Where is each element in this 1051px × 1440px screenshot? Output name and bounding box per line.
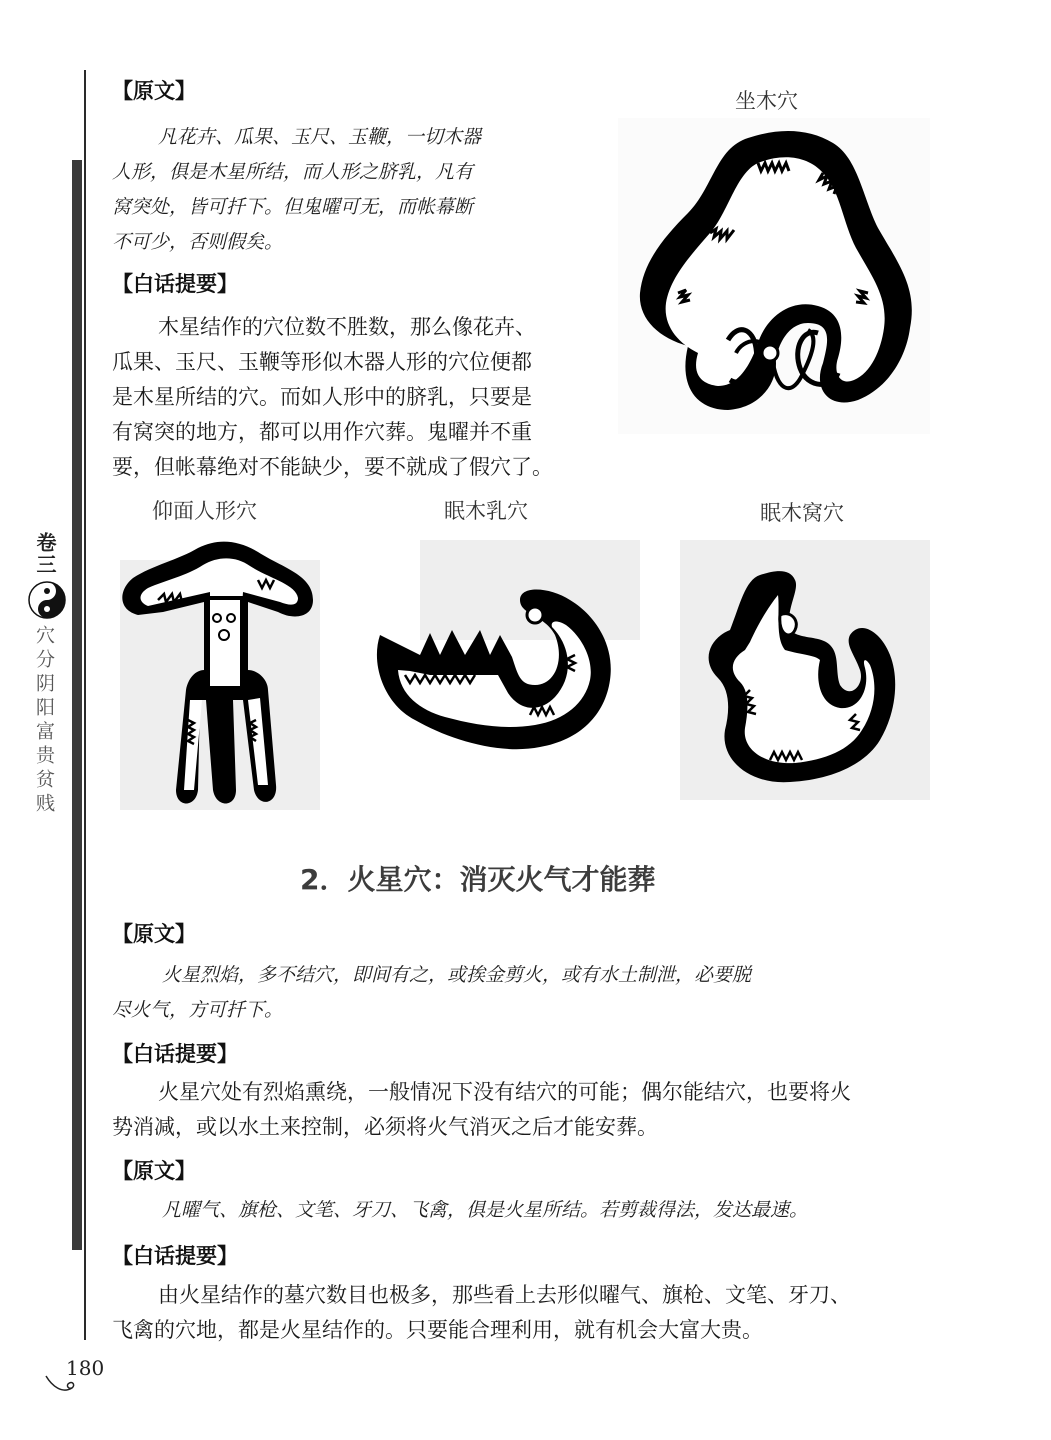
figure-mianmu-wo [690, 560, 915, 790]
figure-caption-zuomu: 坐木穴 [735, 89, 798, 113]
original-line: 凡花卉、瓜果、玉尺、玉鞭，一切木器 [158, 126, 482, 148]
summary-line: 是木星所结的穴。而如人形中的脐乳，只要是 [112, 385, 532, 409]
page-number: 180 [66, 1356, 105, 1380]
summary-line: 势消减，或以水土来控制，必须将火气消灭之后才能安葬。 [112, 1115, 658, 1139]
original-text-block [112, 120, 592, 260]
original-header: 【原文】 [112, 79, 196, 103]
original-line: 不可少，否则假矣。 [112, 231, 284, 253]
original-line: 火星烈焰，多不结穴，即间有之，或挨金剪火，或有水土制泄，必要脱 [162, 964, 752, 986]
summary-line: 要，但帐幕绝对不能缺少，要不就成了假穴了。 [112, 455, 553, 479]
summary-line: 木星结作的穴位数不胜数，那么像花卉、 [158, 315, 536, 339]
original-text-block-2 [112, 958, 932, 1028]
figure-mianmu-ru [370, 575, 620, 775]
yin-yang-icon [27, 580, 67, 620]
modern-summary-header-3: 【白话提要】 [112, 1244, 238, 1268]
summary-line: 瓜果、玉尺、玉鞭等形似木器人形的穴位便都 [112, 350, 532, 374]
modern-summary-header-2: 【白话提要】 [112, 1042, 238, 1066]
figure-zuomu [618, 118, 930, 434]
summary-line: 火星穴处有烈焰熏绕，一般情况下没有结穴的可能；偶尔能结穴，也要将火 [158, 1080, 851, 1104]
figure-caption-mianmu-ru: 眠木乳穴 [444, 499, 528, 523]
modern-summary-block-3 [112, 1278, 932, 1348]
original-line: 窝突处，皆可扦下。但鬼曜可无，而帐幕断 [112, 196, 474, 218]
volume-label: 卷三 [33, 532, 57, 576]
margin-bar [72, 160, 82, 1250]
modern-summary-block-2 [112, 1075, 932, 1145]
chapter-title-vertical: 穴分阴阳富贵贫贱 [33, 625, 55, 817]
original-line: 凡曜气、旗枪、文笔、牙刀、飞禽，俱是火星所结。若剪裁得法，发达最速。 [162, 1199, 809, 1221]
summary-line: 由火星结作的墓穴数目也极多，那些看上去形似曜气、旗枪、文笔、牙刀、 [158, 1283, 851, 1307]
original-header-2: 【原文】 [112, 922, 196, 946]
summary-line: 有窝突的地方，都可以用作穴葬。鬼曜并不重 [112, 420, 532, 444]
figure-caption-mianmu-wo: 眠木窝穴 [760, 501, 844, 525]
modern-summary-header: 【白话提要】 [112, 272, 238, 296]
original-header-3: 【原文】 [112, 1159, 196, 1183]
original-text-block-3 [112, 1193, 932, 1228]
figure-caption-yangmian: 仰面人形穴 [152, 499, 257, 523]
figure-yangmian [118, 540, 318, 810]
modern-summary-block [112, 310, 592, 485]
margin-rule [84, 70, 86, 1340]
page-flourish-icon [42, 1372, 82, 1400]
section-title-fire-star: 2．火星穴：消灭火气才能葬 [300, 863, 656, 896]
summary-line: 飞禽的穴地，都是火星结作的。只要能合理利用，就有机会大富大贵。 [112, 1318, 763, 1342]
original-line: 人形，俱是木星所结，而人形之脐乳，凡有 [112, 161, 474, 183]
original-line: 尽火气，方可扦下。 [112, 999, 284, 1021]
